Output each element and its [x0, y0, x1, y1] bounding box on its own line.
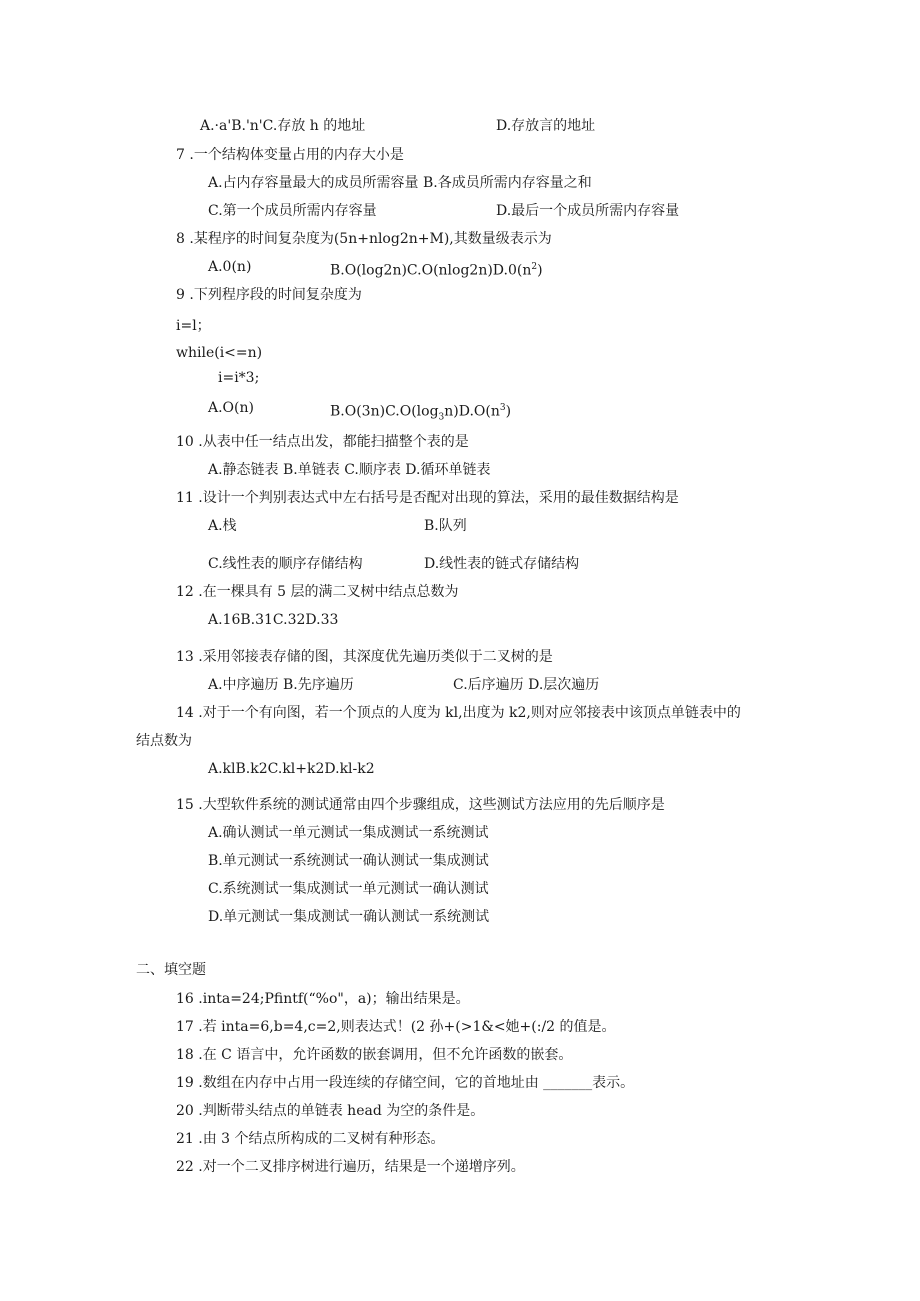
q12-options: A.16B.31C.32D.33 — [208, 612, 339, 628]
question-7 — [176, 145, 404, 165]
q7-options-ab: A.占内存容量最大的成员所需容量 B.各成员所需内存容量之和 — [208, 175, 592, 191]
question-number: 16 — [176, 991, 194, 1007]
q14-options: A.klB.k2C.kl+k2D.kl-k2 — [208, 761, 375, 777]
question-text: .设计一个判别表达式中左右括号是否配对出现的算法，采用的最佳数据结构是 — [198, 490, 679, 506]
q15-option-a: A.确认测试一单元测试一集成测试一系统测试 — [208, 825, 489, 841]
q6-options-abc: A.·a'B.'n'C.存放 h 的地址 — [200, 118, 366, 134]
question-text: .从表中任一结点出发，都能扫描整个表的是 — [198, 434, 469, 450]
q9-subscript: 3 — [438, 412, 445, 423]
q14-text-continued: 结点数为 — [136, 733, 192, 749]
question-number: 18 — [176, 1047, 194, 1063]
q9-code-line-2: while(i<=n) — [176, 345, 263, 361]
q9-options-text-1: B.O(3n)C.O(log — [330, 403, 439, 420]
q8-options-bcd — [330, 257, 543, 281]
question-text: .在 C 语言中，允许函数的嵌套调用，但不允许函数的嵌套。 — [198, 1047, 573, 1063]
question-text: .inta=24;Pfintf(“%o"，a)；输出结果是。 — [198, 991, 470, 1007]
question-text: .某程序的时间复杂度为(5n+nlog2n+M),其数量级表示为 — [189, 231, 552, 247]
question-text: .判断带头结点的单链表 head 为空的条件是。 — [198, 1103, 485, 1119]
question-text: .下列程序段的时间复杂度为 — [189, 287, 362, 303]
fill-question — [176, 1129, 445, 1149]
q8-options-close: ) — [537, 262, 543, 279]
fill-question — [176, 1045, 572, 1065]
question-number: 11 — [176, 490, 194, 506]
question-text: .一个结构体变量占用的内存大小是 — [189, 147, 404, 163]
fill-question — [176, 1157, 525, 1177]
q13-options-ab: A.中序遍历 B.先序遍历 — [208, 677, 354, 693]
question-number: 19 — [176, 1075, 194, 1091]
q13-options-cd: C.后序遍历 D.层次遍历 — [453, 677, 600, 693]
q11-option-a: A.栈 — [208, 518, 237, 534]
question-text: .对一个二叉排序树进行遍历，结果是一个递增序列。 — [198, 1159, 525, 1175]
fill-question — [176, 989, 470, 1009]
q9-option-a: A.O(n) — [208, 400, 254, 416]
question-text: .采用邻接表存储的图，其深度优先遍历类似于二叉树的是 — [198, 649, 553, 665]
q9-code-line-1: i=l； — [176, 318, 211, 334]
question-number: 17 — [176, 1019, 194, 1035]
question-14 — [176, 703, 741, 723]
question-number: 10 — [176, 434, 194, 450]
q9-options-bcd — [330, 398, 511, 427]
question-13 — [176, 647, 553, 667]
question-text: .大型软件系统的测试通常由四个步骤组成，这些测试方法应用的先后顺序是 — [198, 797, 665, 813]
q11-option-c: C.线性表的顺序存储结构 — [208, 556, 363, 572]
q7-option-c: C.第一个成员所需内存容量 — [208, 203, 377, 219]
fill-question — [176, 1073, 634, 1093]
question-12 — [176, 582, 459, 602]
q8-options-text: B.O(log2n)C.O(nlog2n)D.0(n — [330, 262, 532, 279]
question-number: 8 — [176, 231, 185, 247]
q8-superscript: 2 — [531, 262, 538, 272]
q10-options: A.静态链表 B.单链表 C.顺序表 D.循环单链表 — [208, 462, 491, 478]
q9-options-close: ) — [505, 403, 512, 420]
question-number: 9 — [176, 287, 185, 303]
question-number: 13 — [176, 649, 194, 665]
question-15 — [176, 795, 665, 815]
question-number: 14 — [176, 705, 194, 721]
question-text: .由 3 个结点所构成的二叉树有种形态。 — [198, 1131, 445, 1147]
question-number: 7 — [176, 147, 185, 163]
section-heading: 二、填空题 — [136, 962, 206, 978]
question-text: .数组在内存中占用一段连续的存储空间，它的首地址由 _______表示。 — [198, 1075, 635, 1091]
q15-option-c: C.系统测试一集成测试一单元测试一确认测试 — [208, 881, 489, 897]
question-text: .在一棵具有 5 层的满二叉树中结点总数为 — [198, 584, 459, 600]
question-number: 22 — [176, 1159, 194, 1175]
fill-question — [176, 1101, 484, 1121]
question-number: 15 — [176, 797, 194, 813]
q9-code-line-3: i=i*3; — [218, 370, 260, 386]
question-number: 21 — [176, 1131, 194, 1147]
q11-option-d: D.线性表的链式存储结构 — [424, 556, 580, 572]
q15-option-d: D.单元测试一集成测试一确认测试一系统测试 — [208, 909, 490, 925]
fill-question — [176, 1017, 616, 1037]
question-number: 20 — [176, 1103, 194, 1119]
question-text: .若 inta=6,b=4,c=2,则表达式！(2 孙+(>1&<她+(:/2 的值是。 — [198, 1019, 616, 1035]
q15-option-b: B.单元测试一系统测试一确认测试一集成测试 — [208, 853, 489, 869]
question-10 — [176, 432, 469, 452]
question-number: 12 — [176, 584, 194, 600]
q6-option-d: D.存放言的地址 — [496, 118, 596, 134]
question-9 — [176, 285, 362, 305]
question-11 — [176, 488, 679, 508]
q9-superscript: 3 — [499, 403, 506, 413]
q8-option-a: A.0(n) — [208, 259, 252, 275]
q11-option-b: B.队列 — [424, 518, 467, 534]
q9-options-text-2: n)D.O(n — [444, 403, 500, 420]
q7-option-d: D.最后一个成员所需内存容量 — [496, 203, 680, 219]
question-text: .对于一个有向图，若一个顶点的人度为 kl,出度为 k2,则对应邻接表中该顶点单链表中的 — [198, 705, 741, 721]
question-8 — [176, 229, 552, 249]
